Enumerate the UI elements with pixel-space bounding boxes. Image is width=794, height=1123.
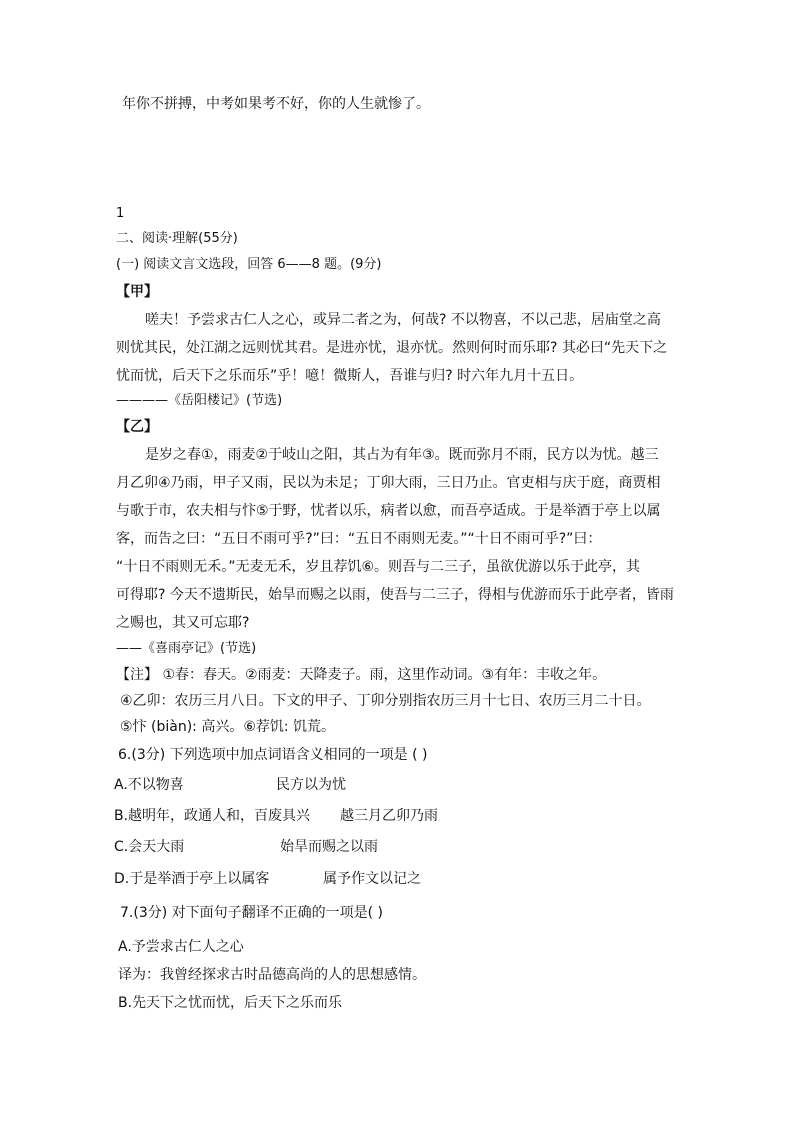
passage-jia-line: 则忧其民，处江湖之远则忧其君。是进亦忧，退亦忧。然则何时而乐耶? 其必曰“先天下之 xyxy=(116,340,668,356)
question-7: 7.(3分) 对下面句子翻译不正确的一项是( ) xyxy=(120,905,384,921)
option-d-left: D.于是举酒于亭上以属客 xyxy=(114,871,270,887)
option-b-right: 越三月乙卯乃雨 xyxy=(340,808,438,824)
passage-yi-heading: 【乙】 xyxy=(116,419,158,435)
passage-jia-line: 忧而忧，后天下之乐而乐”乎！噫！微斯人，吾谁与归? 时六年九月十五日。 xyxy=(116,368,584,384)
passage-yi-line: “十日不雨则无禾。”无麦无禾，岁且荐饥⑥。则吾与二三子，虽欲优游以乐于此亭，其 xyxy=(116,559,641,575)
passage-yi-line: 是岁之春①，雨麦②于岐山之阳，其占为有年③。既而弥月不雨，民方以为忧。越三 xyxy=(145,447,659,463)
option-a-translation: 译为：我曾经探求古时品德高尚的人的思想感情。 xyxy=(118,967,426,983)
annotation-line: ④乙卯：农历三月八日。下文的甲子、丁卯分别指农历三月十七日、农历三月二十日。 xyxy=(120,693,651,709)
section-heading: 二、阅读·理解(55分) xyxy=(116,231,238,246)
option-b-left: B.越明年，政通人和，百废具兴 xyxy=(114,808,311,824)
passage-yi-line: 与歌于市，农夫相与忭⑤于野，忧者以乐，病者以愈，而吾亭适成。于是举酒于亭上以属 xyxy=(116,503,661,519)
part-heading: (一) 阅读文言文选段，回答 6——8 题。(9分) xyxy=(116,257,382,272)
passage-jia-heading: 【甲】 xyxy=(116,284,158,300)
passage-yi-line: 月乙卯④乃雨，甲子又雨，民以为未足；丁卯大雨，三日乃止。官吏相与庆于庭，商贾相 xyxy=(116,475,661,491)
intro-line: 年你不拼搏，中考如果考不好，你的人生就惨了。 xyxy=(122,96,430,112)
passage-yi-line: 客，而告之曰：“五日不雨可乎?”曰：“五日不雨则无麦。”“十日不雨可乎?”曰： xyxy=(116,531,602,547)
passage-jia-line: 嗟夫！予尝求古仁人之心，或异二者之为，何哉? 不以物喜，不以己悲，居庙堂之高 xyxy=(145,312,661,328)
annotation-line: 【注】 ①春：春天。②雨麦：天降麦子。雨，这里作动词。③有年：丰收之年。 xyxy=(116,667,607,683)
option-c-right: 始旱而赐之以雨 xyxy=(280,839,378,855)
page-mark: 1 xyxy=(116,206,125,221)
option-a-right: 民方以为忧 xyxy=(276,777,346,793)
question-6: 6.(3分) 下列选项中加点词语含义相同的一项是 ( ) xyxy=(118,747,428,763)
passage-yi-source: ——《喜雨亭记》(节选) xyxy=(116,641,257,656)
option-a-left: A.不以物喜 xyxy=(114,777,184,793)
annotation-line: ⑤忭 (biàn): 高兴。⑥荐饥: 饥荒。 xyxy=(120,719,336,735)
option-c-left: C.会天大雨 xyxy=(114,839,185,855)
option-a: A.予尝求古仁人之心 xyxy=(118,939,244,955)
option-b: B.先天下之忧而忧，后天下之乐而乐 xyxy=(118,995,343,1011)
option-d-right: 属予作文以记之 xyxy=(323,871,421,887)
passage-yi-line: 可得耶? 今天不遗斯民，始旱而赐之以雨，使吾与二三子，得相与优游而乐于此亭者，皆雨 xyxy=(116,587,674,603)
passage-jia-source: ————《岳阳楼记》(节选) xyxy=(116,393,283,408)
passage-yi-line: 之赐也，其又可忘耶? xyxy=(116,615,250,631)
